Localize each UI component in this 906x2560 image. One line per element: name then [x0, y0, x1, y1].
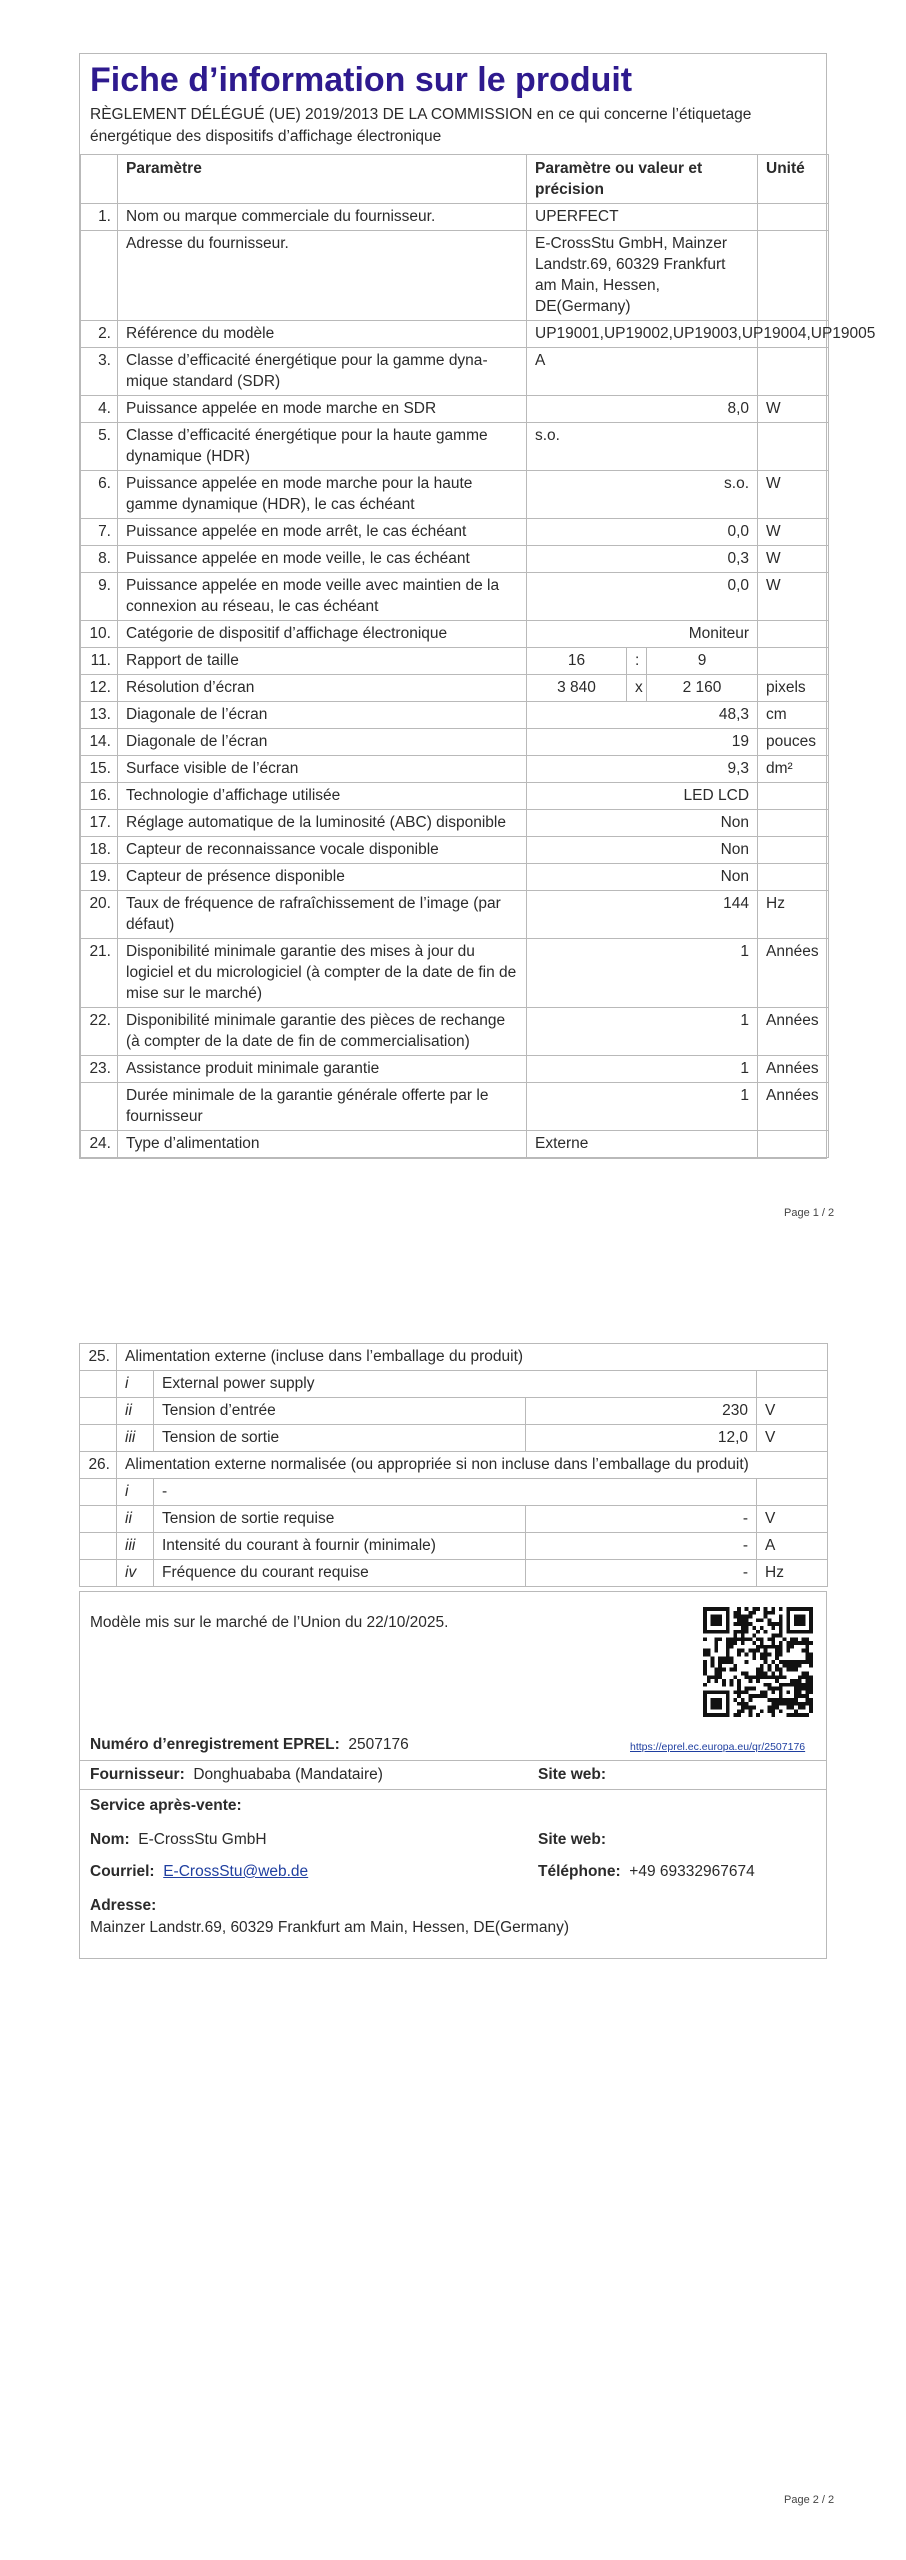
- table-row: [80, 1479, 828, 1506]
- row-label: Réglage automatique de la luminosité (ABC) disponible: [118, 810, 527, 837]
- row-unit: W: [758, 471, 829, 519]
- row-value: s.o.: [527, 471, 758, 519]
- row-label: Diagonale de l’écran: [118, 729, 527, 756]
- row-label: Tension de sortie requise: [154, 1506, 526, 1533]
- header-value: Paramètre ou valeur et précision: [527, 155, 758, 204]
- regulation-subtitle: RÈGLEMENT DÉLÉGUÉ (UE) 2019/2013 DE LA COMMISSION en ce qui concerne l’étiquetage énergétique des dispositifs d’affichage électronique: [90, 106, 752, 145]
- phone-line: [538, 1863, 755, 1881]
- row-value: 1: [527, 1083, 758, 1131]
- row-roman: iv: [117, 1560, 154, 1587]
- registration-info-box: [79, 1591, 827, 1959]
- table-row: [81, 891, 829, 939]
- table-row: [81, 939, 829, 1008]
- row-num-empty: [80, 1425, 117, 1452]
- row-num: 17.: [81, 810, 118, 837]
- service-heading: Service après-vente:: [90, 1797, 242, 1814]
- row-label: Type d’alimentation: [118, 1131, 527, 1158]
- phone-value: +49 69332967674: [629, 1863, 755, 1880]
- row-roman: i: [117, 1371, 154, 1398]
- email-line: [90, 1863, 308, 1881]
- row-label: -: [154, 1479, 757, 1506]
- row-num: 10.: [81, 621, 118, 648]
- row-num-empty: [80, 1371, 117, 1398]
- row-num: [81, 231, 118, 321]
- row-unit: [758, 864, 829, 891]
- row-value: 19: [527, 729, 758, 756]
- row-label: Rapport de taille: [118, 648, 527, 675]
- row-num: 26.: [80, 1452, 117, 1479]
- row-num: 13.: [81, 702, 118, 729]
- supplier-line: [90, 1766, 383, 1784]
- row-label: Taux de fréquence de rafraîchissement de l’image (par défaut): [118, 891, 527, 939]
- row-num: 16.: [81, 783, 118, 810]
- service-site-label: [538, 1831, 606, 1849]
- divider: [80, 1760, 826, 1761]
- table-row: [81, 837, 829, 864]
- row-num: 1.: [81, 204, 118, 231]
- row-value: Non: [527, 837, 758, 864]
- header-param: Paramètre: [118, 155, 527, 204]
- row-num: 24.: [81, 1131, 118, 1158]
- row-label: Puissance appelée en mode veille avec maintien de la connexion au réseau, le cas échéant: [118, 573, 527, 621]
- row-num-empty: [80, 1479, 117, 1506]
- row-label: Diagonale de l’écran: [118, 702, 527, 729]
- table-row: [81, 471, 829, 519]
- table-body-1: [81, 204, 876, 648]
- row-unit: [758, 648, 829, 675]
- row-value: Moniteur: [527, 621, 758, 648]
- table-row: [80, 1398, 828, 1425]
- row-num: 25.: [80, 1344, 117, 1371]
- row-value: 0,0: [527, 573, 758, 621]
- table-row-power-type: [81, 1131, 829, 1158]
- resolution-separator: x: [627, 675, 647, 702]
- qr-code-icon[interactable]: [703, 1607, 813, 1717]
- row-label: Puissance appelée en mode marche pour la haute gamme dynamique (HDR), le cas échéant: [118, 471, 527, 519]
- row-value: 0,0: [527, 519, 758, 546]
- row-unit: W: [758, 546, 829, 573]
- row-label: Assistance produit minimale garantie: [118, 1056, 527, 1083]
- row-unit: W: [758, 519, 829, 546]
- row-value: 48,3: [527, 702, 758, 729]
- row-num: 6.: [81, 471, 118, 519]
- row-label: Alimentation externe (incluse dans l’emballage du produit): [117, 1344, 828, 1371]
- table-row: [80, 1560, 828, 1587]
- row-value: 230: [526, 1398, 757, 1425]
- row-label: Puissance appelée en mode veille, le cas échéant: [118, 546, 527, 573]
- row-value: 1: [527, 1056, 758, 1083]
- row-value: Non: [527, 864, 758, 891]
- row-num: 9.: [81, 573, 118, 621]
- row-unit: Hz: [758, 891, 829, 939]
- table-row: [81, 396, 829, 423]
- row-unit: Années: [758, 939, 829, 1008]
- row-value: 12,0: [526, 1425, 757, 1452]
- row-unit: [758, 348, 829, 396]
- row-label: Tension de sortie: [154, 1425, 526, 1452]
- address-label: [90, 1897, 156, 1915]
- row-value: -: [526, 1506, 757, 1533]
- row-unit: V: [757, 1506, 828, 1533]
- row-num: 7.: [81, 519, 118, 546]
- row-unit: V: [757, 1425, 828, 1452]
- row-label: Durée minimale de la garantie générale offerte par le fournisseur: [118, 1083, 527, 1131]
- row-value: 8,0: [527, 396, 758, 423]
- row-num: 5.: [81, 423, 118, 471]
- row-num: 19.: [81, 864, 118, 891]
- row-value: 144: [527, 891, 758, 939]
- row-label: Classe d’efficacité énergétique pour la haute gamme dynamique (HDR): [118, 423, 527, 471]
- aspect-height: 9: [647, 648, 758, 675]
- row-unit: [758, 204, 829, 231]
- power-supply-section: [79, 1343, 827, 1587]
- row-roman: ii: [117, 1506, 154, 1533]
- row-num-empty: [80, 1560, 117, 1587]
- aspect-width: 16: [527, 648, 627, 675]
- table-row: [81, 621, 829, 648]
- service-label: [90, 1797, 242, 1815]
- table-row: [81, 348, 829, 396]
- email-link[interactable]: E-CrossStu@web.de: [163, 1863, 309, 1880]
- row-num: 11.: [81, 648, 118, 675]
- row-value: -: [526, 1533, 757, 1560]
- supplier-site-label: [538, 1766, 606, 1784]
- power-supply-table: [79, 1343, 828, 1587]
- row-num: 20.: [81, 891, 118, 939]
- row-num: 8.: [81, 546, 118, 573]
- table-row: [80, 1533, 828, 1560]
- row-num: 22.: [81, 1008, 118, 1056]
- table-row: [81, 519, 829, 546]
- table-row: [81, 783, 829, 810]
- address-value: Mainzer Landstr.69, 60329 Frankfurt am Main, Hessen, DE(Germany): [90, 1919, 569, 1936]
- table-row: [80, 1425, 828, 1452]
- row-value: UPERFECT: [527, 204, 758, 231]
- product-information-sheet: [79, 53, 876, 1159]
- row-label: Puissance appelée en mode marche en SDR: [118, 396, 527, 423]
- phone-label: Téléphone:: [538, 1863, 621, 1880]
- row-value: 9,3: [527, 756, 758, 783]
- table-row: [81, 1083, 829, 1131]
- site-label: Site web:: [538, 1831, 607, 1848]
- row-value: LED LCD: [527, 783, 758, 810]
- row-num: 14.: [81, 729, 118, 756]
- row-unit: [757, 1479, 828, 1506]
- row-value: Externe: [527, 1131, 758, 1158]
- table-row-aspect-ratio: [81, 648, 829, 675]
- row-num: [81, 1083, 118, 1131]
- row-num-empty: [80, 1533, 117, 1560]
- row-label: Capteur de présence disponible: [118, 864, 527, 891]
- row-num: 4.: [81, 396, 118, 423]
- row-unit: [758, 621, 829, 648]
- table-row: [81, 810, 829, 837]
- row-num: 3.: [81, 348, 118, 396]
- row-num-empty: [80, 1398, 117, 1425]
- header-num: [81, 155, 118, 204]
- row-label: Tension d’entrée: [154, 1398, 526, 1425]
- table-row-resolution: [81, 675, 829, 702]
- power-supply-body: [80, 1344, 828, 1587]
- row-unit: cm: [758, 702, 829, 729]
- eprel-link[interactable]: https://eprel.ec.europa.eu/qr/2507176: [630, 1741, 806, 1753]
- table-row: [80, 1344, 828, 1371]
- row-unit: dm²: [758, 756, 829, 783]
- row-num-empty: [80, 1506, 117, 1533]
- row-unit: W: [758, 573, 829, 621]
- eprel-label: Numéro d’enregistrement EPREL:: [90, 1736, 340, 1753]
- row-label: Classe d’efficacité énergétique pour la gamme dynamique standard (SDR): [118, 348, 527, 396]
- page-number-1: Page 1 / 2: [784, 1207, 835, 1219]
- row-unit: [757, 1371, 828, 1398]
- table-body-2: [81, 702, 829, 1131]
- row-label: Catégorie de dispositif d’affichage électronique: [118, 621, 527, 648]
- row-unit: W: [758, 396, 829, 423]
- table-row: [81, 729, 829, 756]
- table-row: [81, 573, 829, 621]
- page-number-2: Page 2 / 2: [784, 2494, 835, 2506]
- table-header-row: [81, 155, 829, 204]
- page-title: Fiche d’information sur le produit: [90, 61, 633, 99]
- row-roman: iii: [117, 1425, 154, 1452]
- row-value: 1: [527, 939, 758, 1008]
- row-unit: Années: [758, 1083, 829, 1131]
- row-unit: A: [757, 1533, 828, 1560]
- row-unit: pixels: [758, 675, 829, 702]
- resolution-width: 3 840: [527, 675, 627, 702]
- row-num: 21.: [81, 939, 118, 1008]
- row-unit: [758, 1131, 829, 1158]
- name-value: E-CrossStu GmbH: [138, 1831, 267, 1848]
- row-value: s.o.: [527, 423, 758, 471]
- row-unit: Hz: [757, 1560, 828, 1587]
- divider: [80, 1789, 826, 1790]
- row-unit: Années: [758, 1056, 829, 1083]
- row-value: A: [527, 348, 758, 396]
- table-row: [81, 1008, 829, 1056]
- row-label: Référence du modèle: [118, 321, 527, 348]
- row-unit: Années: [758, 1008, 829, 1056]
- row-unit: [758, 423, 829, 471]
- service-name-line: [90, 1831, 267, 1849]
- row-unit: [758, 837, 829, 864]
- aspect-separator: :: [627, 648, 647, 675]
- row-label: Disponibilité minimale garantie des mises à jour du logiciel et du micrologiciel (à compter de la date de fin de mise sur le marché): [118, 939, 527, 1008]
- row-label: Capteur de reconnaissance vocale disponible: [118, 837, 527, 864]
- row-num: 18.: [81, 837, 118, 864]
- row-label: Alimentation externe normalisée (ou appropriée si non incluse dans l’emballage du produit): [117, 1452, 828, 1479]
- row-value: UP19001,UP19002,UP19003,UP19004,UP19005: [527, 321, 758, 348]
- row-roman: iii: [117, 1533, 154, 1560]
- table-row: [80, 1452, 828, 1479]
- resolution-height: 2 160: [647, 675, 758, 702]
- row-num: 2.: [81, 321, 118, 348]
- row-label: External power supply: [154, 1371, 757, 1398]
- address-heading: Adresse:: [90, 1897, 157, 1914]
- eprel-line: [90, 1736, 409, 1754]
- market-date-text: Modèle mis sur le marché de l’Union du 22/10/2025.: [90, 1614, 449, 1631]
- row-value: -: [526, 1560, 757, 1587]
- table-row: [81, 864, 829, 891]
- row-num: 12.: [81, 675, 118, 702]
- table-row: [81, 204, 829, 231]
- row-label: Fréquence du courant requise: [154, 1560, 526, 1587]
- table-row: [81, 546, 829, 573]
- table-row: [81, 702, 829, 729]
- row-label: Surface visible de l’écran: [118, 756, 527, 783]
- row-value: E-CrossStu GmbH, Mainzer Landstr.69, 60329 Frankfurt am Main, Hessen, DE(Germany): [527, 231, 758, 321]
- row-label: Adresse du fournisseur.: [118, 231, 527, 321]
- table-row: [81, 231, 829, 321]
- row-label: Résolution d’écran: [118, 675, 527, 702]
- header-unit: Unité: [758, 155, 829, 204]
- row-roman: i: [117, 1479, 154, 1506]
- supplier-value: Donghuababa (Mandataire): [193, 1766, 383, 1783]
- row-roman: ii: [117, 1398, 154, 1425]
- table-row: [81, 1056, 829, 1083]
- row-num: 23.: [81, 1056, 118, 1083]
- row-label: Technologie d’affichage utilisée: [118, 783, 527, 810]
- row-unit: V: [757, 1398, 828, 1425]
- name-label: Nom:: [90, 1831, 130, 1848]
- table-row: [81, 321, 829, 348]
- site-label: Site web:: [538, 1766, 607, 1783]
- eprel-number: 2507176: [348, 1736, 409, 1753]
- row-unit: pouces: [758, 729, 829, 756]
- row-value: Non: [527, 810, 758, 837]
- row-unit: [758, 231, 829, 321]
- row-label: Intensité du courant à fournir (minimale): [154, 1533, 526, 1560]
- table-row: [81, 423, 829, 471]
- row-unit: [758, 810, 829, 837]
- supplier-label: Fournisseur:: [90, 1766, 185, 1783]
- email-label: Courriel:: [90, 1863, 155, 1880]
- row-value: 0,3: [527, 546, 758, 573]
- row-value: 1: [527, 1008, 758, 1056]
- row-unit: [758, 783, 829, 810]
- row-label: Puissance appelée en mode arrêt, le cas échéant: [118, 519, 527, 546]
- table-row: [80, 1506, 828, 1533]
- table-row: [81, 756, 829, 783]
- table-row: [80, 1371, 828, 1398]
- row-num: 15.: [81, 756, 118, 783]
- parameters-table: [80, 154, 876, 1158]
- row-label: Nom ou marque commerciale du fournisseur.: [118, 204, 527, 231]
- row-label: Disponibilité minimale garantie des pièces de rechange (à compter de la date de fin de commercialisation): [118, 1008, 527, 1056]
